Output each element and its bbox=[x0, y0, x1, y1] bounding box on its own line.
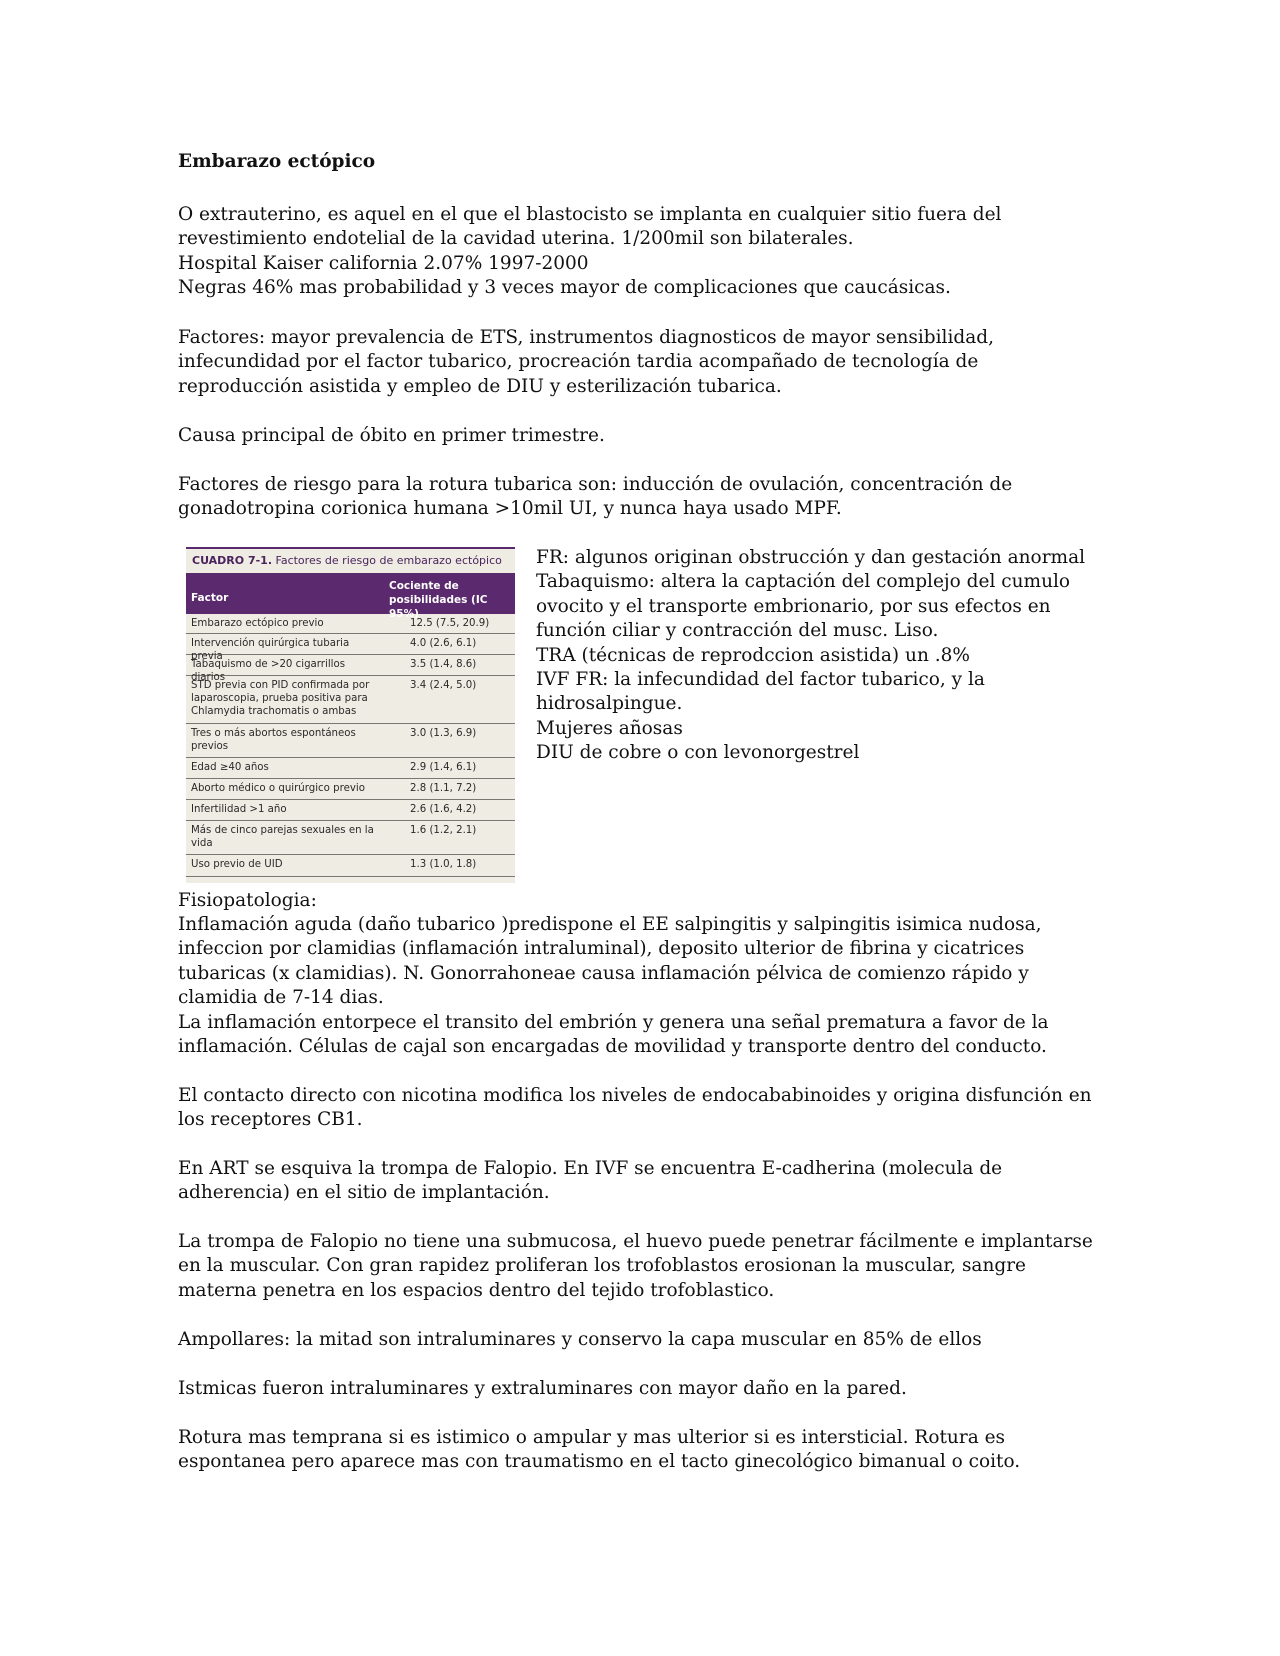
fisiopatologia-paragraph: Ampollares: la mitad son intraluminares y conservo la capa muscular en 85% de ellos bbox=[178, 1329, 982, 1350]
table-row bbox=[186, 779, 515, 800]
table-row bbox=[186, 676, 515, 724]
table-cell-factor: STD previa con PID confirmada por laparoscopia, prueba positiva para Chlamydia trachomatis o ambas bbox=[191, 680, 370, 717]
table-cell-factor: Intervención quirúrgica tubaria previa bbox=[191, 638, 350, 662]
table-cell-value: 1.3 (1.0, 1.8) bbox=[410, 859, 477, 870]
intro-paragraph bbox=[178, 203, 1108, 301]
table-row bbox=[186, 655, 515, 683]
table-header bbox=[186, 573, 515, 620]
side-note: TRA (técnicas de reprodccion asistida) un .8% bbox=[536, 644, 970, 666]
table-cell-factor: Infertilidad >1 año bbox=[191, 804, 287, 815]
table-row bbox=[186, 821, 515, 855]
side-note: Mujeres añosas bbox=[536, 717, 683, 739]
document-title: Embarazo ectópico bbox=[178, 151, 376, 172]
table-header-ratio: Cociente de posibilidades (IC 95%) bbox=[389, 580, 488, 620]
riesgo-rotura-paragraph: Factores de riesgo para la rotura tubarica son: inducción de ovulación, concentración de gonadotropina corionica humana >10mil UI, y nunca haya usado MPF. bbox=[178, 474, 1013, 520]
risk-factor-table bbox=[186, 547, 515, 883]
intro-line: Hospital Kaiser california 2.07% 1997-2000 bbox=[178, 252, 589, 274]
fisiopatologia-paragraph: Rotura mas temprana si es istimico o ampular y mas ulterior si es intersticial. Rotura es espontanea pero aparece mas con traumatismo en el tacto ginecológico bimanual o coito. bbox=[178, 1427, 1021, 1473]
fisiopatologia-paragraph: La inflamación entorpece el transito del embrión y genera una señal prematura a favor de la inflamación. Células de cajal son encargadas de movilidad y transporte dentro del conducto. bbox=[178, 1012, 1049, 1058]
side-note: Tabaquismo: altera la captación del complejo del cumulo ovocito y el transporte embrionario, por sus efectos en función ciliar y contracción del musc. Liso. bbox=[536, 571, 1071, 642]
table-cell-value: 12.5 (7.5, 20.9) bbox=[410, 618, 490, 629]
fisiopatologia-paragraph: En ART se esquiva la trompa de Falopio. En IVF se encuentra E-cadherina (molecula de adherencia) en el sitio de implantación. bbox=[178, 1158, 1003, 1204]
table-cell-factor: Embarazo ectópico previo bbox=[191, 618, 324, 629]
table-cell-value: 4.0 (2.6, 6.1) bbox=[410, 638, 477, 649]
table-cell-factor: Tres o más abortos espontáneos previos bbox=[191, 728, 356, 752]
table-cell-factor: Más de cinco parejas sexuales en la vida bbox=[191, 825, 374, 849]
table-cell-value: 2.6 (1.6, 4.2) bbox=[410, 804, 477, 815]
table-cell-factor: Uso previo de UID bbox=[191, 859, 283, 870]
table-caption-number: CUADRO 7-1. bbox=[192, 554, 273, 567]
side-note: FR: algunos originan obstrucción y dan gestación anormal bbox=[536, 547, 1086, 568]
table-cell-value: 2.9 (1.4, 6.1) bbox=[410, 762, 477, 773]
side-note: DIU de cobre o con levonorgestrel bbox=[536, 742, 860, 764]
fisiopatologia-paragraph: La trompa de Falopio no tiene una submucosa, el huevo puede penetrar fácilmente e implantarse en la muscular. Con gran rapidez proliferan los trofoblastos erosionan la muscular, sangre materna penetra en los espacios dentro del tejido trofoblastico. bbox=[178, 1231, 1093, 1301]
table-header-factor: Factor bbox=[191, 591, 229, 604]
side-notes bbox=[536, 546, 1116, 766]
table-row bbox=[186, 758, 515, 779]
fisiopatologia-paragraph: Istmicas fueron intraluminares y extraluminares con mayor daño en la pared. bbox=[178, 1378, 907, 1399]
table-cell-value: 3.4 (2.4, 5.0) bbox=[410, 680, 477, 691]
table-cell-value: 1.6 (1.2, 2.1) bbox=[410, 825, 477, 836]
intro-line: Negras 46% mas probabilidad y 3 veces mayor de complicaciones que caucásicas. bbox=[178, 277, 951, 299]
side-note: IVF FR: la infecundidad del factor tubarico, y la hidrosalpingue. bbox=[536, 669, 985, 715]
table-row bbox=[186, 800, 515, 821]
table-cell-factor: Tabaquismo de >20 cigarrillos diarios bbox=[191, 659, 346, 683]
table-caption-text: Factores de riesgo de embarazo ectópico bbox=[272, 554, 502, 567]
fisiopatologia-paragraph: Inflamación aguda (daño tubarico )predispone el EE salpingitis y salpingitis isimica nudosa, infeccion por clamidias (inflamación intraluminal), deposito ulterior de fibrina y cicatrices tubaricas (x clamidias). N. Gonorrahoneae causa inflamación pélvica de comienzo rápido y clamidia de 7-14 dias. bbox=[178, 914, 1042, 1009]
factores-paragraph: Factores: mayor prevalencia de ETS, instrumentos diagnosticos de mayor sensibilidad, infecundidad por el factor tubarico, procreación tardia acompañado de tecnología de reproducción asistida y empleo de DIU y esterilización tubarica. bbox=[178, 327, 994, 397]
table-cell-value: 3.5 (1.4, 8.6) bbox=[410, 659, 477, 670]
table-cell-factor: Aborto médico o quirúrgico previo bbox=[191, 783, 365, 794]
table-row bbox=[186, 724, 515, 758]
table-row bbox=[186, 634, 515, 662]
table-row bbox=[186, 855, 515, 877]
table-row bbox=[186, 614, 515, 634]
fisiopatologia-paragraph: El contacto directo con nicotina modifica los niveles de endocababinoides y origina disfunción en los receptores CB1. bbox=[178, 1085, 1092, 1131]
causa-paragraph: Causa principal de óbito en primer trimestre. bbox=[178, 425, 605, 446]
fisiopatologia-heading: Fisiopatologia: bbox=[178, 890, 317, 911]
table-cell-value: 2.8 (1.1, 7.2) bbox=[410, 783, 477, 794]
table-caption bbox=[186, 549, 515, 573]
intro-line: O extrauterino, es aquel en el que el blastocisto se implanta en cualquier sitio fuera del revestimiento endotelial de la cavidad uterina. 1/200mil son bilaterales. bbox=[178, 204, 1002, 250]
table-cell-factor: Edad ≥40 años bbox=[191, 762, 269, 773]
table-cell-value: 3.0 (1.3, 6.9) bbox=[410, 728, 477, 739]
